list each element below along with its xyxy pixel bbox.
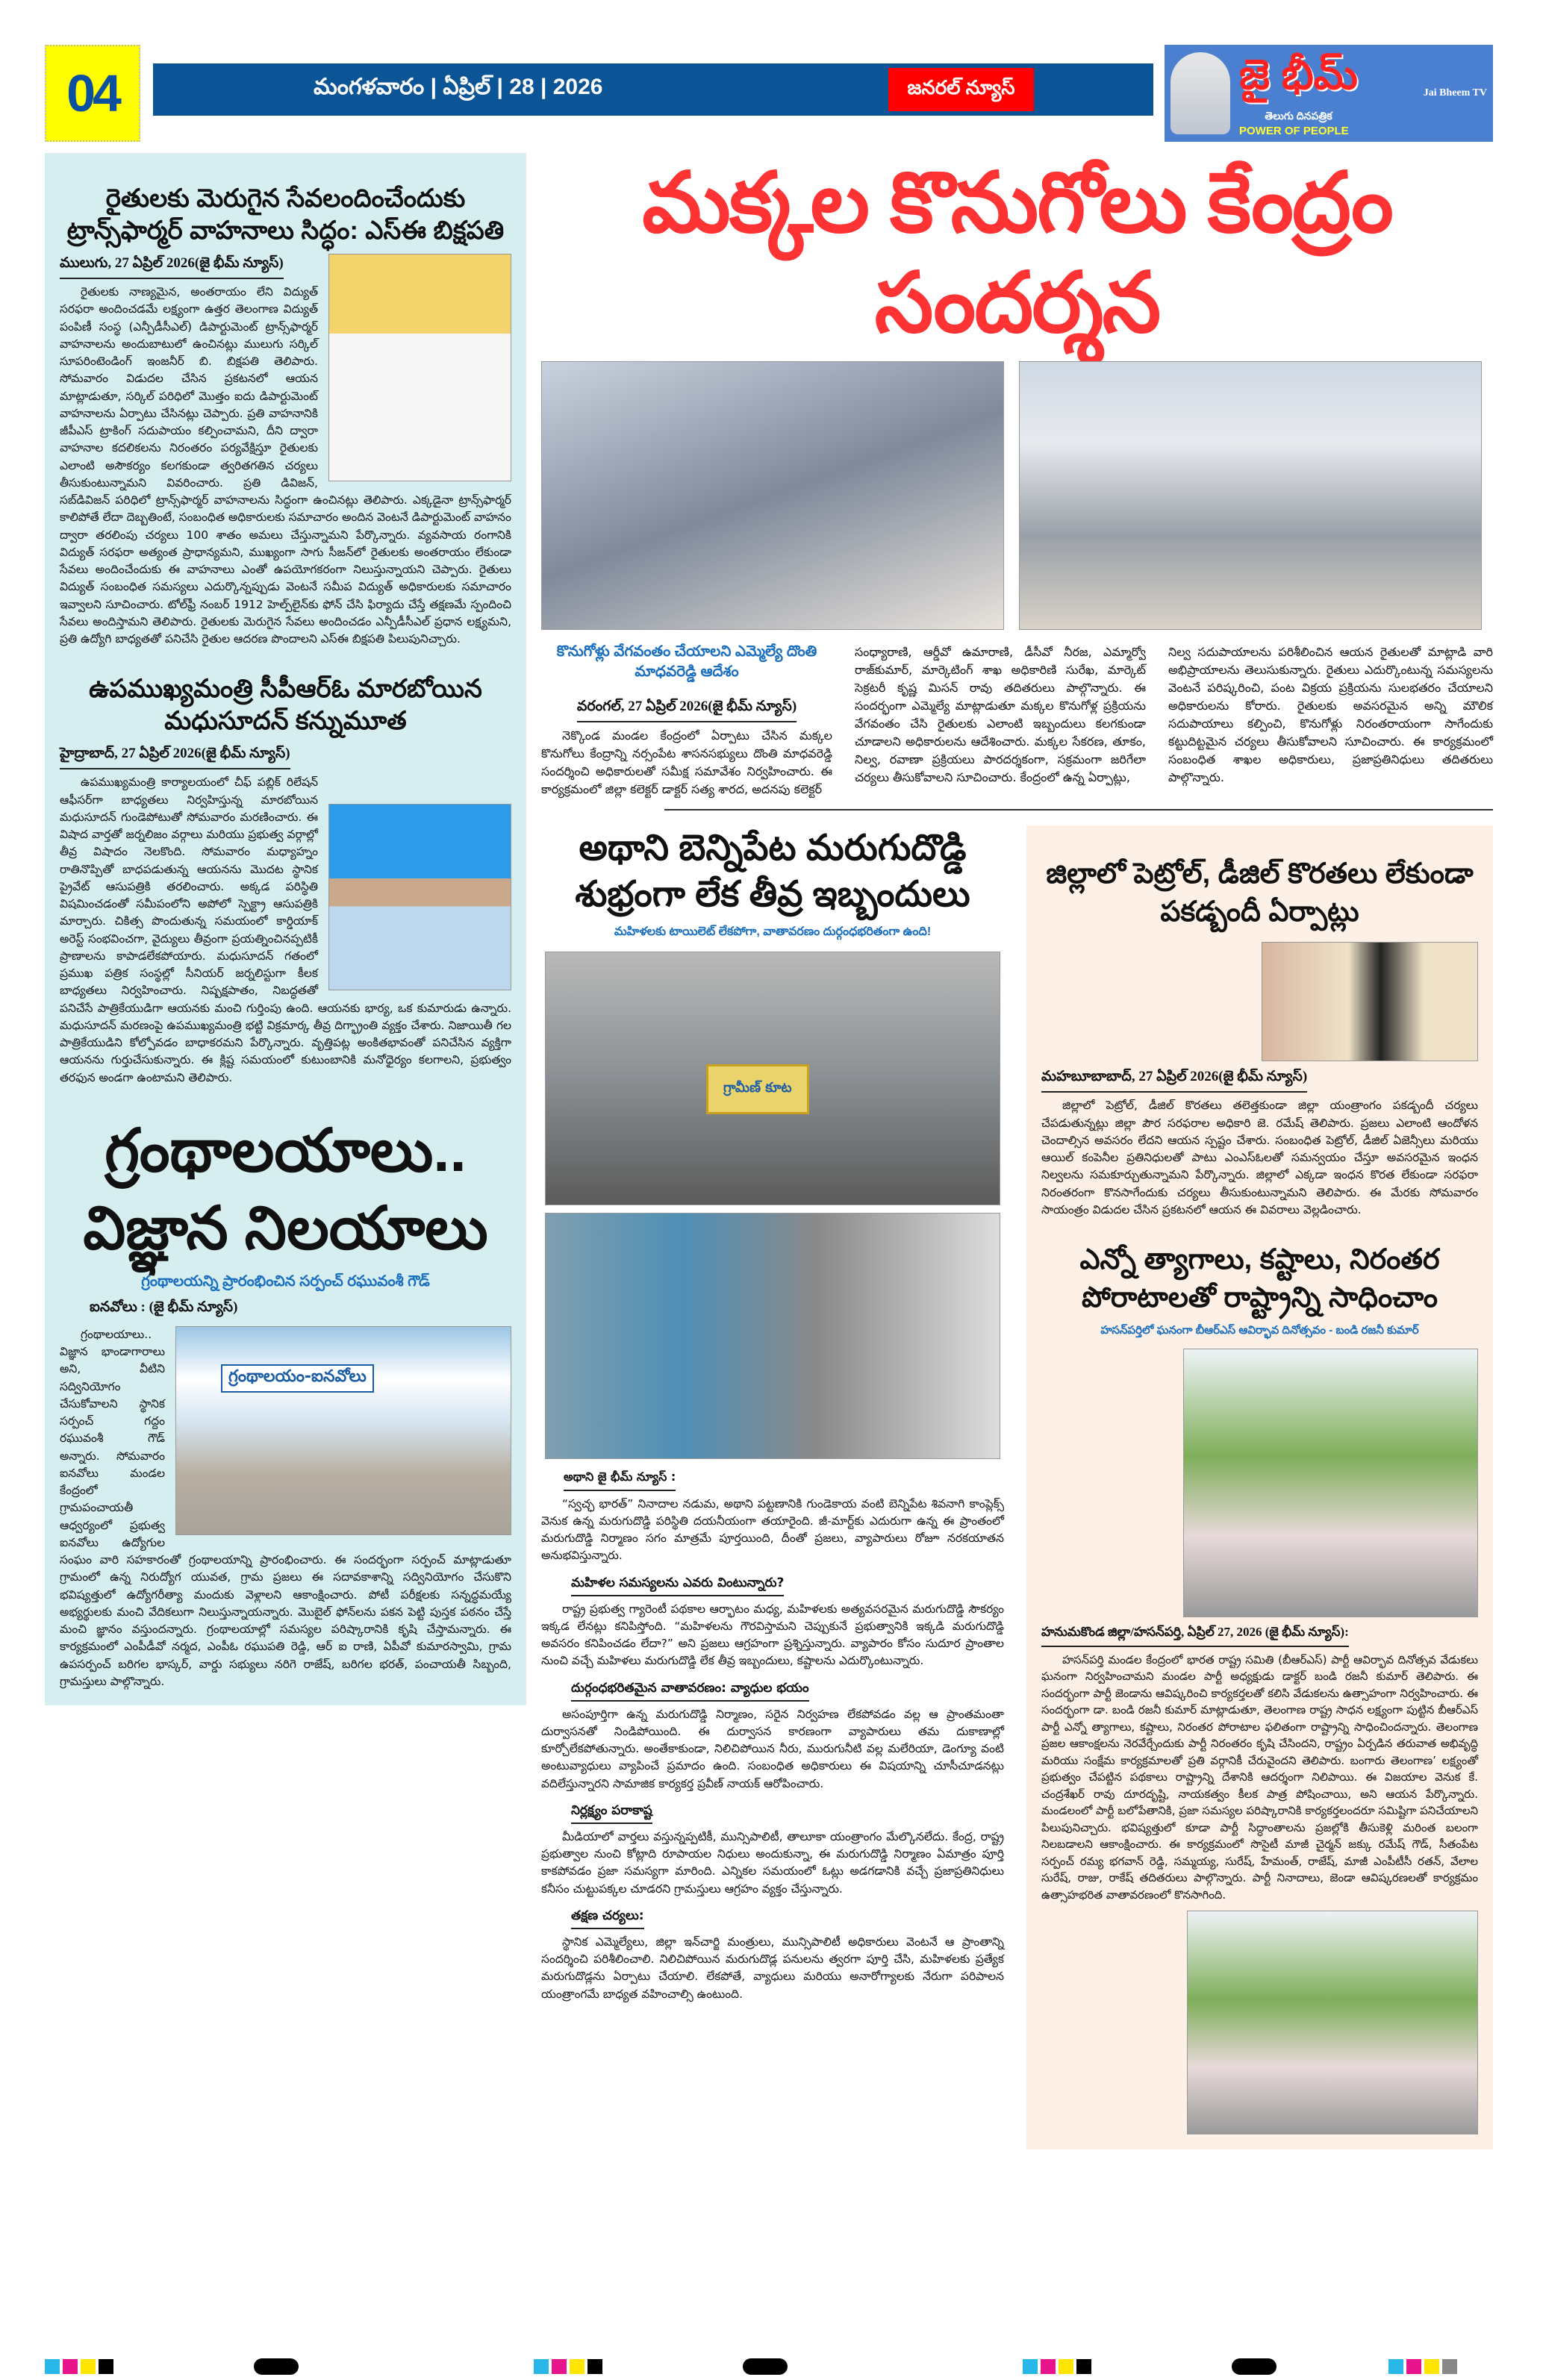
photo-officer [1262, 942, 1478, 1061]
photo-inspection [1019, 361, 1482, 630]
article-body: నిల్వ సదుపాయాలను పరిశీలించిన ఆయన రైతులతో మాట్లాడి వారి అభిప్రాయాలను తెలుసుకున్నారు. రైతులు ఎదుర్కొంటున్న సమస్యలను వెంటనే పరిష్కరించి, పంట విక్రయ ప్రక్రియను సులభతరం చేయాలని అధికారులను కోరారు. రైతులకు అవసరమైన అన్ని మౌలిక సదుపాయాలు కల్పించి, కొనుగోళ్లు నిరంతరాయంగా సాగేందుకు కట్టుదిట్టమైన చర్యలు తీసుకోవాలని సూచించారు. ఈ కార్యక్రమంలో సంబంధిత శాఖల అధికారులు, ప్రజాప్రతినిధులు తదితరులు పాల్గొన్నారు. [1168, 644, 1493, 784]
section-body: మీడియాలో వార్తలు వస్తున్నప్పటికీ, మున్సిపాలిటీ, తాలూకా యంత్రాంగం మేల్కొనలేదు. కేంద్ర, రాష్ట్ర ప్రభుత్వాల నుంచి కోట్లాది రూపాయల నిధులు అందుకున్నా, ఈ మరుగుదొడ్డి నిర్మాణం ఏమాత్రం పూర్తి కాకపోవడం ప్రజా సమస్యగా మారింది. ఎన్నికల సమయంలో ఓట్లు అడగడానికి వచ్చే ప్రజాప్రతినిధులు కనీసం చుట్టుపక్కల చూడరని గ్రామస్తులు ఆగ్రహం వ్యక్తం చేస్తున్నారు. [541, 1829, 1004, 1896]
logo-slogan: POWER OF PEOPLE [1239, 124, 1349, 137]
main-subhead: కొనుగోళ్లు వేగవంతం చేయాలని ఎమ్మెల్యే దొంతి మాధవరెడ్డి ఆదేశం [556, 643, 817, 680]
article-subhead: మహిళలకు టాయిలెట్ లేకపోగా, వాతావరణం దుర్గంధభరితంగా ఉంది! [614, 925, 932, 938]
library-sign: గ్రంథాలయం-ఐనవోలు [221, 1364, 374, 1393]
section-heading: తక్షణ చర్యలు: [571, 1908, 644, 1929]
main-article-col1 [541, 643, 832, 799]
masthead-logo [1165, 45, 1493, 142]
issue-date: మంగళవారం | ఏప్రిల్ | 28 | 2026 [314, 74, 603, 99]
registration-mark [254, 2358, 299, 2375]
registration-marks [45, 2358, 113, 2375]
article-subhead: హసన్‌పర్తిలో ఘనంగా బీఆర్ఎస్ ఆవిర్భావ దినోత్సవం - బండి రజనీ కుమార్ [1100, 1323, 1419, 1337]
article-body: ఉపముఖ్యమంత్రి కార్యాలయంలో చీఫ్ పబ్లిక్ రిలేషన్ ఆఫీసర్‌గా బాధ్యతలు నిర్వహిస్తున్న మారబోయిన మధుసూదన్ గుండెపోటుతో సోమవారం మరణించారు. ఈ విషాద వార్తతో జర్నలిజం వర్గాలు మరియు ప్రభుత్వ వర్గాల్లో తీవ్ర విషాదం నెలకొంది. సోమవారం మధ్యాహ్నం రాతినొప్పితో బాధపడుతున్న ఆయనను మొదట స్థానిక ప్రైవేట్ ఆసుపత్రికి తరలించారు. అక్కడ పరిస్థితి విషమించడంతో సమీపంలోని అపోలో స్పెక్ట్రా ఆసుపత్రికి మార్చారు. చికిత్స పొందుతున్న సమయంలో కార్డియాక్ అరెస్ట్ సంభవించగా, వైద్యులు తీవ్రంగా ప్రయత్నించినప్పటికీ ప్రాణాలను కాపాడలేకపోయారు. మధుసూదన్ గతంలో ప్రముఖ పత్రిక సంస్థల్లో సీనియర్ జర్నలిస్టుగా కీలక బాధ్యతలు నిర్వహించారు. నిష్పక్షపాతం, నిబద్ధతతో పనిచేసే పాత్రికేయుడిగా ఆయనకు మంచి గుర్తింపు ఉంది. ఆయనకు భార్య, ఒక కుమారుడు ఉన్నారు. మధుసూదన్ మరణంపై ఉపముఖ్యమంత్రి భట్టి విక్రమార్క తీవ్ర దిగ్భ్రాంతి వ్యక్తం చేశారు. నిజాయితీ గల పాత్రికేయుడిని కోల్పోవడం బాధాకరమని పేర్కొన్నారు. వృత్తిపట్ల అంకితభావంతో పనిచేసిన వ్యక్తిగా ఆయనను గుర్తుచేసుకున్నారు. ఈ క్లిష్ట సమయంలో కుటుంబానికి మనోధైర్యం కలగాలని, ప్రభుత్వం తరఫున అండగా ఉంటామని తెలిపారు. [60, 775, 511, 1084]
article-body: సంధ్యారాణి, ఆర్డీవో ఉమారాణి, డీసీవో నీరజ, ఎమ్మార్వో రాజ్‌కుమార్, మార్కెటింగ్ శాఖ అధికారిణి సురేఖ, మార్కెట్ సెక్రటరీ కృష్ణ మిసన్ రావు తదితరులు పాల్గొన్నారు. ఈ సందర్భంగా ఎమ్మెల్యే మాట్లాడుతూ మక్కల కొనుగోళ్ల ప్రక్రియను వేగవంతం చేసి రైతులకు ఎలాంటి ఇబ్బందులు కలగకుండా చూడాలని అధికారులను ఆదేశించారు. మక్కల సేకరణ, తూకం, నిల్వ, రవాణా ప్రక్రియలు పారదర్శకంగా, సక్రమంగా జరిగేలా చర్యలు తీసుకోవాలని సూచించారు. కేంద్రంలో ఉన్న ఏర్పాట్లు, [855, 644, 1146, 784]
article-headline: అథాని బెన్నిపేట మరుగుదొడ్డి శుభ్రంగా లేక తీవ్ర ఇబ్బందులు [575, 828, 970, 915]
photo-portrait [328, 254, 511, 481]
left-column [45, 153, 526, 1705]
article-headline-2: విజ్ఞాన నిలయాలు [83, 1194, 488, 1261]
section-body: “స్వచ్ఛ భారత్” నినాదాల నడుమ, అథాని పట్టణానికి గుండెకాయ వంటి బెన్నిపేట శివనాగి కాంప్లెక్స్ వెనుక ఉన్న మరుగుదొడ్డి పరిస్థితి దయనీయంగా తయారైంది. జీ-మార్ట్‌కు ఎదురుగా ఉన్న ఈ ప్రాంతంలో మరుగుదొడ్డి నిర్మాణం సగం మాత్రమే పూర్తయింది, దీంతో ప్రజలు, వ్యాపారులు రోజూ నరకయాతన అనుభవిస్తున్నారు. [541, 1496, 1004, 1563]
photo-celebration [1187, 1911, 1478, 2134]
page-number: 04 [45, 45, 140, 142]
article-body: జిల్లాలో పెట్రోల్, డీజిల్ కొరతలు తలెత్తకుండా జిల్లా యంత్రాంగం పకడ్బందీ చర్యలు చేపడుతున్నట్లు జిల్లా పౌర సరఫరాల అధికారి జె. రమేష్ తెలిపారు. ప్రజలు ఎలాంటి ఆందోళన చెందాల్సిన అవసరం లేదని ఆయన స్పష్టం చేశారు. సంబంధిత పెట్రోల్, డీజిల్ ఏజెన్సీలు మరియు ఆయిల్ కంపెనీల ప్రతినిధులతో పాటు ఎంఎస్ఓలతో సమన్వయం చేస్తూ అవసరమైన ఇంధన నిల్వలను సమకూర్చుతున్నామని పేర్కొన్నారు. జిల్లాలో ఎక్కడా ఇంధన కొరత లేకుండా సరఫరా నిరంతరంగా కొనసాగేందుకు చర్యలు తీసుకుంటున్నామని తెలిపారు. ఈ మేరకు సోమవారం సాయంత్రం విడుదల చేసిన ప్రకటనలో ఆయన ఈ వివరాలు వెల్లడించారు. [1041, 1099, 1478, 1216]
article-brs [1041, 1241, 1478, 2134]
article-library [60, 1112, 511, 1690]
section-heading: దుర్గంధభరితమైన వాతావరణం: వ్యాధుల భయం [571, 1681, 809, 1702]
main-photos [541, 361, 1493, 630]
article-subhead: గ్రంథాలయన్ని ప్రారంభించిన సర్పంచ్ రఘువంశీ గౌడ్ [141, 1272, 430, 1290]
dateline: ఐనవోలు : (జై భీమ్ న్యూస్) [90, 1299, 238, 1315]
article-headline-1: గ్రంథాలయాలు.. [105, 1116, 467, 1184]
logo-tagline: తెలుగు దినపత్రిక [1265, 109, 1332, 122]
registration-marks [1023, 2358, 1091, 2375]
article-headline: జిల్లాలో పెట్రోల్, డీజిల్ కొరతలు లేకుండా పకడ్బందీ ఏర్పాట్లు [1046, 858, 1474, 928]
photo-library-opening [175, 1326, 511, 1535]
dateline: ములుగు, 27 ఏప్రిల్ 2026(జై భీమ్ న్యూస్) [60, 255, 284, 279]
dateline: హనుమకొండ జిల్లా/హసన్‌పర్తి, ఏప్రిల్ 27, 2026 (జై భీమ్ న్యూస్): [1041, 1625, 1349, 1647]
photo-flag-hoisting [1183, 1349, 1478, 1617]
section-heading: మహిళల సమస్యలను ఎవరు వింటున్నారు? [571, 1575, 784, 1596]
article-headline: రైతులకు మెరుగైన సేవలందించేందుకు ట్రాన్స్‌ఫార్మర్ వాహనాలు సిద్ధం: ఎస్ఈ బిక్షపతి [66, 184, 505, 245]
article-body: నెక్కొండ మండల కేంద్రంలో ఏర్పాటు చేసిన మక్కల కొనుగోలు కేంద్రాన్ని నర్సంపేట శాసనసభ్యులు దొంతి మాధవరెడ్డి సందర్శించి అధికారులతో సమీక్ష సమావేశం నిర్వహించారు. ఈ కార్యక్రమంలో జిల్లా కలెక్టర్ డాక్టర్ సత్య శారద, అదనపు కలెక్టర్ [541, 728, 832, 796]
page-body [45, 153, 1493, 2149]
article-sections [541, 1496, 1004, 2003]
article-petrol [1041, 855, 1478, 1219]
photo-toilet-side [545, 1213, 1000, 1459]
photo-portrait [328, 804, 511, 990]
main-area [541, 153, 1493, 2149]
main-headline: మక్కల కొనుగోలు కేంద్రం సందర్శన [642, 156, 1392, 350]
section-body: స్థానిక ఎమ్మెల్యేలు, జిల్లా ఇన్‌చార్జి మంత్రులు, మున్సిపాలిటీ అధికారులు వెంటనే ఆ ప్రాంతాన్ని సందర్శించి పరిశీలించాలి. నిలిచిపోయిన మరుగుదొడ్ల పనులను త్వరగా పూర్తి చేసి, మహిళలకు ప్రత్యేక మరుగుదొడ్లను ఏర్పాటు చేయాలి. లేకపోతే, వ్యాధులు మరియు అనారోగ్యాలకు నేరుగా పరిపాలన యంత్రాంగమే బాధ్యత వహించాల్సి ఉంటుంది. [541, 1934, 1004, 2001]
grameen-sign: గ్రామీణ్ కూట [706, 1064, 809, 1114]
logo-tv: Jai Bheem TV [1423, 87, 1487, 99]
portrait-icon [1171, 52, 1230, 134]
article-obituary [60, 673, 511, 1087]
section-heading: నిర్లక్ష్యం పరాకాష్ట [571, 1803, 652, 1824]
article-body: హసన్‌పర్తి మండల కేంద్రంలో భారత రాష్ట్ర సమితి (బీఆర్ఎస్) పార్టీ ఆవిర్భావ దినోత్సవ వేడుకలు ఘనంగా నిర్వహించామని మండల పార్టీ అధ్యక్షుడు డాక్టర్ బండి రజనీ కుమార్ తెలిపారు. ఈ సందర్భంగా పార్టీ జెండాను ఆవిష్కరించి కార్యకర్తలతో కలిసి వేడుకలను ఉత్సాహంగా నిర్వహించారు. ఈ సందర్భంగా డా. బండి రజనీ కుమార్ మాట్లాడుతూ, తెలంగాణ రాష్ట్ర సాధన లక్ష్యంగా పుట్టిన బీఆర్ఎస్ పార్టీ ఎన్నో త్యాగాలు, కష్టాలు, నిరంతర పోరాటాల ఫలితంగా రాష్ట్రాన్ని సాధించిందన్నారు. తెలంగాణ ప్రజల ఆకాంక్షలను నెరవేర్చేందుకు పార్టీ నిరంతరం కృషి చేసిందని, రాష్ట్రం ఏర్పడిన తరువాత అభివృద్ధి మరియు సంక్షేమ కార్యక్రమాలతో ప్రతి వర్గానికీ చేరువైందని తెలిపారు. బంగారు తెలంగాణ’ లక్ష్యంతో ప్రభుత్వం చేపట్టిన పథకాలు రాష్ట్రాన్ని దేశానికి ఆదర్శంగా నిలిపాయి. ఈ విజయాల వెనుక కే. చంద్రశేఖర్ రావు దూరదృష్టి, నాయకత్వం కీలక పాత్ర పోషించాయి, అని ఆయన పేర్కొన్నారు. మండలంలో పార్టీ బలోపేతానికి, ప్రజా సమస్యల పరిష్కారానికి కార్యకర్తలందరూ సమిష్టిగా పనిచేయాలని పిలుపునిచ్చారు. భవిష్యత్తులో కూడా పార్టీ సిద్ధాంతాలను ప్రజల్లోకి తీసుకెళ్లి మరింత బలంగా నిలబడాలని ఆకాంక్షించారు. ఈ కార్యక్రమంలో సొసైటీ మాజీ చైర్మన్ జక్కు రమేష్ గౌడ్, సీతంపేట సర్పంచ్ రమ్య భగవాన్ రెడ్డి, సమ్మయ్య, సురేష్, హేమంత్, రాజేష్, మాజీ ఎంపీటీసీ రతన్, వేలాల సురేష్, రాజు, రాకేష్ తదితరులు పాల్గొన్నారు. పార్టీ నినాదాలు, జెండా ఆవిష్కరణలతో కార్యక్రమం ఉత్సాహభరిత వాతావరణంలో కొనసాగింది. [1041, 1652, 1478, 1902]
registration-mark [1232, 2358, 1277, 2375]
article-body: రైతులకు నాణ్యమైన, అంతరాయం లేని విద్యుత్ సరఫరా అందించడమే లక్ష్యంగా ఉత్తర తెలంగాణ విద్యుత్ పంపిణీ సంస్థ (ఎన్పీడీసీఎల్) డిపార్టుమెంట్ ట్రాన్స్‌ఫార్మర్ వాహనాలను అందుబాటులో ఉంచినట్లు ములుగు సర్కిల్ సూపరింటెండింగ్ ఇంజనీర్ బి. బిక్షపతి తెలిపారు. సోమవారం విడుదల చేసిన ప్రకటనలో ఆయన మాట్లాడుతూ, సర్కిల్ పరిధిలో మొత్తం ఐదు డిపార్టుమెంట్ వాహనాలను ఏర్పాటు చేసినట్లు చెప్పారు. ప్రతి వాహనానికి జీపీఎస్ ట్రాకింగ్ సదుపాయం కల్పించామని, దీని ద్వారా వాహనాల కదలికలను నిరంతరం పర్యవేక్షిస్తూ రైతులకు ఎలాంటి అసౌకర్యం కలగకుండా త్వరితగతిన చర్యలు తీసుకుంటున్నామని వివరించారు. ప్రతి డివిజన్, సబ్‌డివిజన్ పరిధిలో ట్రాన్స్‌ఫార్మర్ వాహనాలను సిద్ధంగా ఉంచినట్లు తెలిపారు. ఎక్కడైనా ట్రాన్స్‌ఫార్మర్ కాలిపోతే లేదా దెబ్బతింటే, సంబంధిత అధికారులకు సమాచారం అందిన వెంటనే డిపార్టుమెంట్ వాహనం ద్వారా తరలింపు చర్యలు 100 శాతం అమలు చేస్తున్నామని పేర్కొన్నారు. వ్యవసాయ రంగానికి విద్యుత్ సరఫరా అత్యంత ప్రాధాన్యమని, ముఖ్యంగా సాగు సీజన్‌లో రైతులకు అంతరాయం లేకుండా సేవలు అందించేందుకు ఈ వాహనాలు ఎంతో ఉపయోగకరంగా నిలుస్తున్నాయని చెప్పారు. రైతులు విద్యుత్ సంబంధిత సమస్యలు ఎదుర్కొన్నప్పుడు వెంటనే సమీప విద్యుత్ అధికారులకు సమాచారం ఇవ్వాలని సూచించారు. టోల్‌ఫ్రీ నంబర్ 1912 హెల్ప్‌లైన్‌కు ఫోన్ చేసి ఫిర్యాదు చేస్తే తక్షణమే స్పందించి సేవలు అందిస్తామని తెలిపారు. రైతులకు మెరుగైన సేవలు అందించడం ఎన్పీడీసీఎల్ ప్రధాన లక్ష్యమని, ప్రతి ఉద్యోగి బాధ్యతతో పనిచేసి రైతుల ఆదరణ పొందాలని ఎస్ఈ బిక్షపతి పిలుపునిచ్చారు. [60, 285, 511, 646]
section-body: అసంపూర్తిగా ఉన్న మరుగుదొడ్డి నిర్మాణం, సరైన నిర్వహణ లేకపోవడం వల్ల ఆ ప్రాంతమంతా దుర్వాసనతో నిండిపోయింది. ఈ దుర్వాసన కారణంగా వ్యాపారులు తమ దుకాణాల్లో కూర్చోలేకపోతున్నారు. అంతేకాకుండా, నిలిచిపోయిన నీరు, మురుగునీటి వల్ల మలేరియా, డెంగ్యూ వంటి అంటువ్యాధులు వ్యాపించే ప్రమాదం ఉంది. సంబంధిత అధికారులు ఈ విషయాన్ని చూసీచూడనట్లు వదిలేస్తున్నారని సామాజిక కార్యకర్త ప్రవీణ్ నాయక్ ఆరోపించారు. [541, 1707, 1004, 1790]
photo-meeting [541, 361, 1004, 630]
main-article [541, 643, 1493, 799]
divider [664, 809, 1493, 810]
dateline: హైద్రాబాద్, 27 ఏప్రిల్ 2026(జై భీమ్ న్యూస్) [60, 746, 290, 769]
registration-marks [1388, 2358, 1457, 2375]
dateline: వరంగల్, 27 ఏప్రిల్ 2026(జై భీమ్ న్యూస్) [577, 699, 797, 722]
section-label: జనరల్ న్యూస్ [888, 68, 1034, 111]
right-column [1026, 825, 1493, 2149]
article-body: గ్రంథాలయాలు.. విజ్ఞాన భాండాగారాలు అని, వీటిని సద్వినియోగం చేసుకోవాలని స్థానిక సర్పంచ్ గద్దం రఘువంశీ గౌడ్ అన్నారు. సోమవారం ఐనవోలు మండల కేంద్రంలో గ్రామపంచాయతీ ఆధ్వర్యంలో ప్రభుత్వ ఐనవోలు ఉద్యోగుల సంఘం వారి సహకారంతో గ్రంథాలయాన్ని ప్రారంభించారు. ఈ సందర్భంగా సర్పంచ్ మాట్లాడుతూ గ్రామంలో ఉన్న నిరుద్యోగ యువత, గ్రామ ప్రజలు ఈ సదావకాశాన్ని సద్వినియోగం చేసుకొని భవిష్యత్తులో ఉద్యోగరీత్యా మందుకు వెళ్లాలని ఆకాంక్షించారు. పోటీ పరీక్షలకు సన్నద్ధమయ్యే అభ్యర్థులకు మంచి వేదికలుగా నిలుస్తున్నాయన్నారు. మొబైల్ ఫోన్‌లను పకన పెట్టి పుస్తక పఠనం చేస్తే మంచి జ్ఞానం వస్తుందన్నారు. గ్రంథాలయాల్లో సమస్యల పరిష్కారానికి కృషి చేస్తామన్నారు. ఈ కార్యక్రమంలో ఎంపీడీవో నర్మద, ఎంపీఓ రఘుపతి రెడ్డి, ఆర్ ఐ రాణి, ఏపీవో కుమారస్వామి, గ్రామ ఉపసర్పంచ్ బరిగల భాస్కర్, వార్డు సభ్యులు నరిగె రాజేష్, బరిగల భరత్, పంచాయతీ సిబ్బంది, గ్రామస్తులు పాల్గొన్నారు. [60, 1327, 511, 1688]
registration-marks [534, 2358, 602, 2375]
article-transformer [60, 183, 511, 648]
registration-mark [743, 2358, 788, 2375]
dateline: మహబూబాబాద్, 27 ఏప్రిల్ 2026(జై భీమ్ న్యూస్) [1041, 1069, 1307, 1093]
article-toilet [541, 825, 1004, 2003]
photo-toilet-front [545, 952, 1000, 1205]
dateline: అథాని జై భీమ్ న్యూస్ : [564, 1469, 676, 1491]
logo-name: జై భీమ్ [1239, 50, 1358, 98]
header-band [153, 63, 1153, 116]
lower-columns [541, 825, 1493, 2149]
section-body: రాష్ట్ర ప్రభుత్వ గ్యారెంటీ పథకాల ఆర్భాటం మధ్య, మహిళలకు అత్యవసరమైన మరుగుదొడ్డి సౌకర్యం ఇక్కడ లేనట్లు కనిపిస్తోంది. “మహిళలను గౌరవిస్తామని చెప్పుకునే ప్రభుత్వానికి ఇక్కడి మరుగుదొడ్డి అవసరం కనిపించడం లేదా?” అని ప్రజలు ఆగ్రహంగా ప్రశ్నిస్తున్నారు. వ్యాపారం కోసం సుదూర ప్రాంతాల నుంచి వచ్చే మహిళలు మరుగుదొడ్డి లేక తీవ్ర ఇబ్బందులు, కష్టాలను ఎదుర్కొంటున్నారు. [541, 1602, 1004, 1668]
article-headline: ఎన్నో త్యాగాలు, కష్టాలు, నిరంతర పోరాటాలతో రాష్ట్రాన్ని సాధించాం [1079, 1244, 1440, 1314]
article-headline: ఉపముఖ్యమంత్రి సీపీఆర్ఓ మారబోయిన మధుసూదన్ కన్నుమూత [89, 675, 482, 735]
